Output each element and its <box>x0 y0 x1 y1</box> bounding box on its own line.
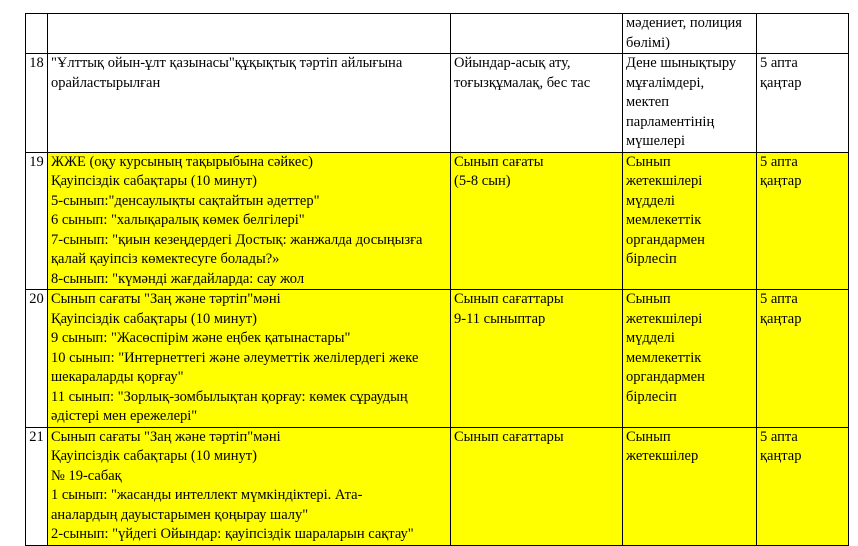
event-cell-line: 9 сынып: "Жасөспірім және еңбек қатынастары" <box>51 330 351 346</box>
form-cell-line: 9-11 сыныптар <box>454 310 546 327</box>
event-cell-line: 1 сынып: "жасанды интеллект мүмкіндіктері. Ата- <box>51 487 363 503</box>
responsible-cell-line: мүдделі <box>626 192 675 209</box>
responsible-cell-line: жетекшілер <box>626 448 699 464</box>
responsible-cell <box>623 14 757 54</box>
form-cell-line: тоғызқұмалақ, бес тас <box>454 74 591 91</box>
row-number: 19 <box>26 152 48 290</box>
event-cell-line: 7-сынып: "қиын кезеңдердегі Достық: жанжалда досыңызға <box>51 231 423 248</box>
form-cell <box>451 427 623 545</box>
row-number: 21 <box>26 427 48 545</box>
responsible-cell-line: бөлімі) <box>626 34 670 51</box>
responsible-cell-line: жетекшілері <box>626 173 703 189</box>
form-cell-line: Сынып сағаты <box>454 153 544 170</box>
event-cell <box>48 427 451 545</box>
responsible-cell-line: бірлесіп <box>626 388 677 405</box>
responsible-cell-line: Сынып <box>626 291 671 307</box>
responsible-cell-line: мұғалімдері, <box>626 74 705 91</box>
date-cell-line: 5 апта <box>760 291 798 307</box>
form-cell <box>451 152 623 290</box>
event-cell-line: Сынып сағаты "Заң және тәртіп"мәні <box>51 291 281 307</box>
form-cell <box>451 290 623 428</box>
event-cell-line: Сынып сағаты "Заң және тәртіп"мәні <box>51 428 281 445</box>
responsible-cell-line: мүдделі <box>626 330 675 346</box>
date-cell-line: 5 апта <box>760 153 798 170</box>
table-row <box>26 152 849 290</box>
table-row <box>26 427 849 545</box>
event-cell-line: 10 сынып: "Интернеттегі және әлеуметтік желілердегі жеке <box>51 349 419 366</box>
responsible-cell-line: Сынып <box>626 153 671 170</box>
event-cell-line: Қауіпсіздік сабақтары (10 минут) <box>51 448 257 464</box>
date-cell <box>757 427 849 545</box>
responsible-cell <box>623 152 757 290</box>
event-cell-line: 6 сынып: "халықаралық көмек белгілері" <box>51 212 305 228</box>
responsible-cell-line: мектеп <box>626 94 669 110</box>
responsible-cell-line: мемлекеттік <box>626 212 702 228</box>
date-cell <box>757 14 849 54</box>
event-cell-line: Қауіпсіздік сабақтары (10 минут) <box>51 310 257 327</box>
date-cell <box>757 290 849 428</box>
event-cell-line: әдістері мен ережелері" <box>51 408 198 424</box>
event-cell-line: 8-сынып: "күмәнді жағдайларда: сау жол <box>51 270 305 287</box>
form-cell-line: Ойындар-асық ату, <box>454 55 571 71</box>
date-cell-line: қаңтар <box>760 448 802 464</box>
events-plan-table <box>25 13 849 546</box>
form-cell <box>451 54 623 153</box>
table-row <box>26 290 849 428</box>
date-cell-line: қаңтар <box>760 310 802 327</box>
responsible-cell <box>623 54 757 153</box>
date-cell-line: қаңтар <box>760 173 802 189</box>
date-cell-line: қаңтар <box>760 74 802 91</box>
responsible-cell-line: Сынып <box>626 428 671 445</box>
responsible-cell <box>623 427 757 545</box>
row-number <box>26 14 48 54</box>
responsible-cell-line: органдармен <box>626 231 705 248</box>
event-cell <box>48 290 451 428</box>
table-row <box>26 14 849 54</box>
responsible-cell-line: мәдениет, полиция <box>626 15 742 31</box>
date-cell-line: 5 апта <box>760 55 798 71</box>
responsible-cell-line: Дене шынықтыру <box>626 55 737 71</box>
form-cell <box>451 14 623 54</box>
date-cell <box>757 152 849 290</box>
responsible-cell-line: бірлесіп <box>626 251 677 267</box>
row-number: 20 <box>26 290 48 428</box>
event-cell-line: 5-сынып:"денсаулықты сақтайтын әдеттер" <box>51 192 320 209</box>
form-cell-line: (5-8 сын) <box>454 173 511 189</box>
event-cell-line: Қауіпсіздік сабақтары (10 минут) <box>51 173 257 189</box>
event-cell <box>48 152 451 290</box>
table-row <box>26 54 849 153</box>
event-cell-line: 11 сынып: "Зорлық-зомбылықтан қорғау: көмек сұраудың <box>51 388 408 405</box>
event-cell <box>48 14 451 54</box>
event-cell-line: шекараларды қорғау" <box>51 369 184 385</box>
date-cell <box>757 54 849 153</box>
row-number: 18 <box>26 54 48 153</box>
responsible-cell-line: мемлекеттік <box>626 349 702 366</box>
event-cell-line: № 19-сабақ <box>51 467 122 484</box>
responsible-cell <box>623 290 757 428</box>
event-cell-line: 2-сынып: "үйдегі Ойындар: қауіпсіздік шараларын сақтау" <box>51 526 414 542</box>
date-cell-line: 5 апта <box>760 428 798 445</box>
event-cell-line: аналардың дауыстарымен қоңырау шалу" <box>51 506 309 523</box>
event-cell-line: қалай қауіпсіз көмектесуге болады?» <box>51 251 280 267</box>
form-cell-line: Сынып сағаттары <box>454 291 564 307</box>
responsible-cell-line: парламентінің <box>626 113 715 130</box>
responsible-cell-line: органдармен <box>626 369 705 385</box>
responsible-cell-line: мүшелері <box>626 133 685 149</box>
event-cell-line: "Ұлттық ойын-ұлт қазынасы"құқықтық тәртіп айлығына <box>51 55 403 71</box>
responsible-cell-line: жетекшілері <box>626 310 703 327</box>
event-cell-line: орайластырылған <box>51 74 161 91</box>
event-cell <box>48 54 451 153</box>
form-cell-line: Сынып сағаттары <box>454 428 564 445</box>
event-cell-line: ЖЖЕ (оқу курсының тақырыбына сәйкес) <box>51 153 313 170</box>
